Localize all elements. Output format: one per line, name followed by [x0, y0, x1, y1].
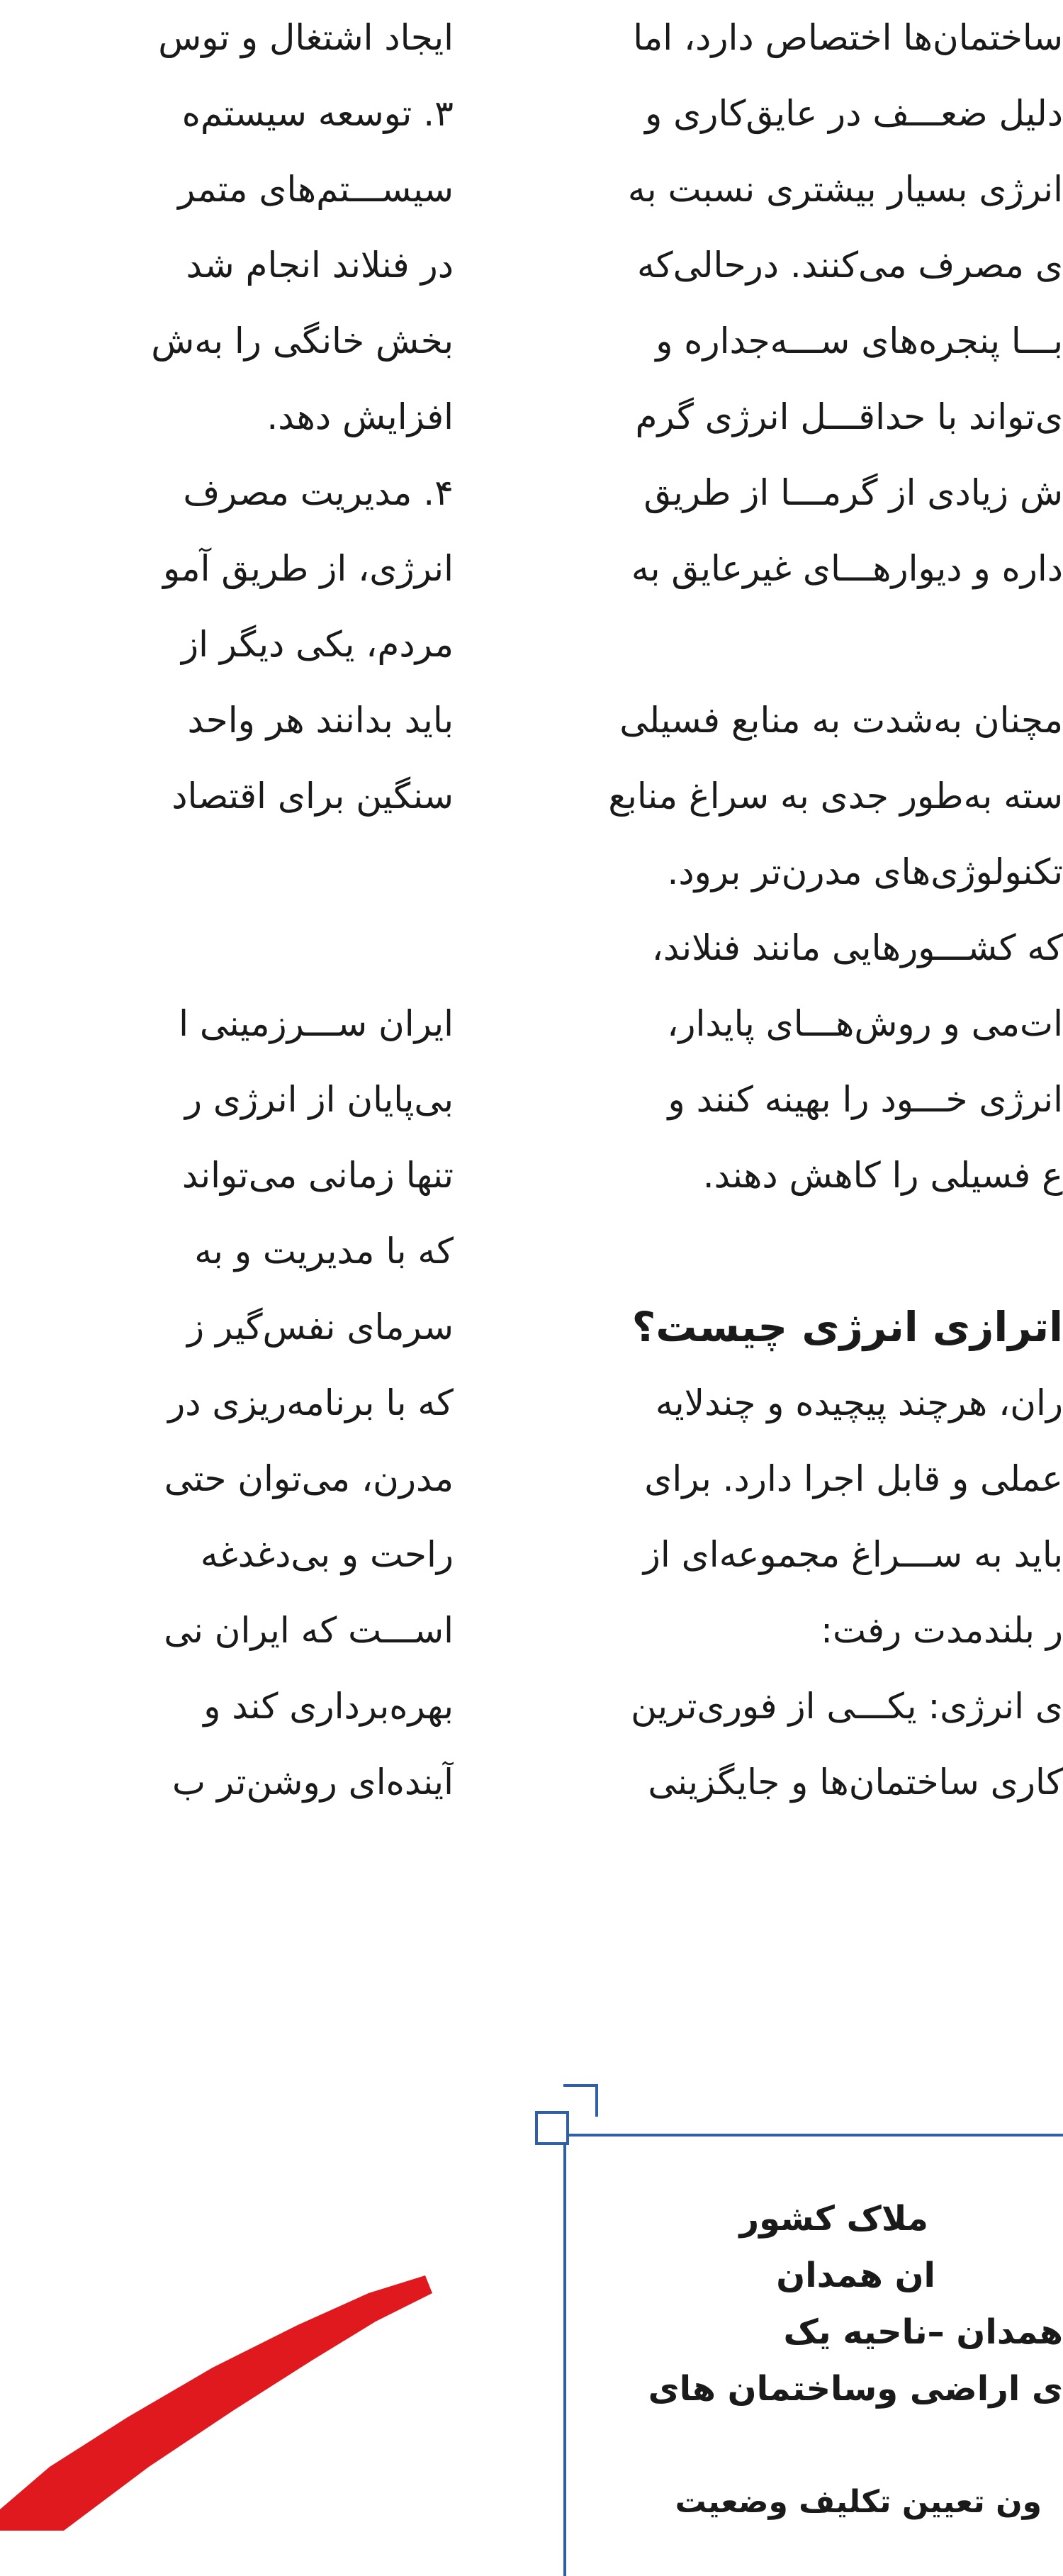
- text-line: که با مدیریت و به: [194, 1231, 454, 1272]
- text-line: دلیل ضعـــف در عایق‌کاری و: [645, 93, 1063, 134]
- notice-line: همدان –ناحیه یک: [783, 2312, 1063, 2352]
- section-heading: اترازی انرژی چیست؟: [631, 1303, 1063, 1351]
- text-line: تکنولوژی‌های مدرن‌تر برود.: [667, 851, 1063, 892]
- article-column-left: [0, 0, 454, 1820]
- text-line: اســـت که ایران نی: [164, 1610, 454, 1651]
- column-gutter: [454, 0, 574, 2531]
- text-line: ی مصرف می‌کنند. درحالی‌که: [636, 245, 1063, 286]
- notice-line: ون تعیین تکلیف وضعیت: [675, 2484, 1042, 2520]
- notice-line: ان همدان: [776, 2256, 935, 2295]
- text-line: ۳. توسعه سیستم‌ه: [181, 93, 454, 134]
- text-line: ایجاد اشتغال و توس: [158, 17, 454, 58]
- notice-line: [581, 2417, 1063, 2474]
- text-line: بخش خانگی را به‌ش: [151, 320, 454, 362]
- text-line: ی‌تواند با حداقـــل انرژی گرم: [635, 396, 1063, 437]
- text-line: که با برنامه‌ریزی در: [168, 1382, 454, 1423]
- text-line: انرژی خـــود را بهینه کنند و: [668, 1079, 1063, 1120]
- text-line: عملی و قابل اجرا دارد. برای: [644, 1458, 1063, 1499]
- text-line: راحت و بی‌دغدغه: [200, 1534, 454, 1575]
- text-line: ش زیادی از گرمـــا از طریق: [643, 472, 1063, 513]
- text-line: سته به‌طور جدی به سراغ منابع: [608, 775, 1063, 817]
- text-line: ساختمان‌ها اختصاص دارد، اما: [633, 17, 1063, 58]
- text-line: [0, 834, 454, 910]
- text-line: باید به ســـراغ مجموعه‌ای از: [643, 1534, 1063, 1575]
- text-line: ۴. مدیریت مصرف: [183, 472, 454, 513]
- text-line: ی انرژی: یکـــی از فوری‌ترین: [631, 1686, 1063, 1727]
- notice-line: ی اراضی وساختمان های: [648, 2369, 1063, 2409]
- text-line: تنها زمانی می‌تواند: [181, 1155, 454, 1196]
- notice-text: [581, 2190, 1063, 2531]
- text-line: بی‌پایان از انرژی ر: [184, 1079, 454, 1120]
- text-line: [0, 910, 454, 986]
- article-column-right: [574, 0, 1063, 1820]
- notice-corner-ornament: [563, 2084, 598, 2117]
- text-line: در فنلاند انجام شد: [186, 245, 454, 286]
- text-line: آینده‌ای روشن‌تر ب: [172, 1762, 454, 1803]
- text-line: مردم، یکی دیگر از: [181, 624, 454, 665]
- text-line: انرژی بسیار بیشتری نسبت به: [627, 169, 1063, 210]
- red-brush-stroke: [0, 2254, 439, 2531]
- text-line: بهره‌برداری کند و: [203, 1686, 454, 1727]
- text-line: ر بلندمدت رفت:: [821, 1610, 1063, 1651]
- text-line: انرژی، از طریق آمو: [162, 548, 454, 589]
- text-line: ع فسیلی را کاهش دهند.: [702, 1155, 1063, 1196]
- text-line: کاری ساختمان‌ها و جایگزینی: [648, 1762, 1063, 1803]
- text-line: که کشـــورهایی مانند فنلاند،: [651, 927, 1063, 968]
- text-line: باید بدانند هر واحد: [187, 700, 454, 741]
- text-line: بـــا پنجره‌های ســـه‌جداره و: [656, 320, 1063, 362]
- text-line: [574, 607, 1063, 683]
- text-line: ات‌می و روش‌هـــای پایدار،: [667, 1003, 1063, 1044]
- text-line: افزایش دهد.: [266, 396, 454, 437]
- text-line: سرمای نفس‌گیر ز: [186, 1306, 454, 1348]
- text-line: [574, 1214, 1063, 1289]
- text-line: مدرن، می‌توان حتی: [164, 1458, 454, 1499]
- text-line: ایران ســـرزمینی ا: [179, 1003, 454, 1044]
- text-line: ران، هرچند پیچیده و چندلایه: [655, 1382, 1063, 1423]
- text-line: سیســـتم‌های متمر: [178, 169, 454, 210]
- text-line: مچنان به‌شدت به منابع فسیلی: [619, 700, 1063, 741]
- notice-line: ملاک کشور: [739, 2199, 928, 2239]
- text-line: داره و دیوارهـــای غیرعایق به: [631, 548, 1063, 589]
- text-line: سنگین برای اقتصاد: [171, 775, 454, 817]
